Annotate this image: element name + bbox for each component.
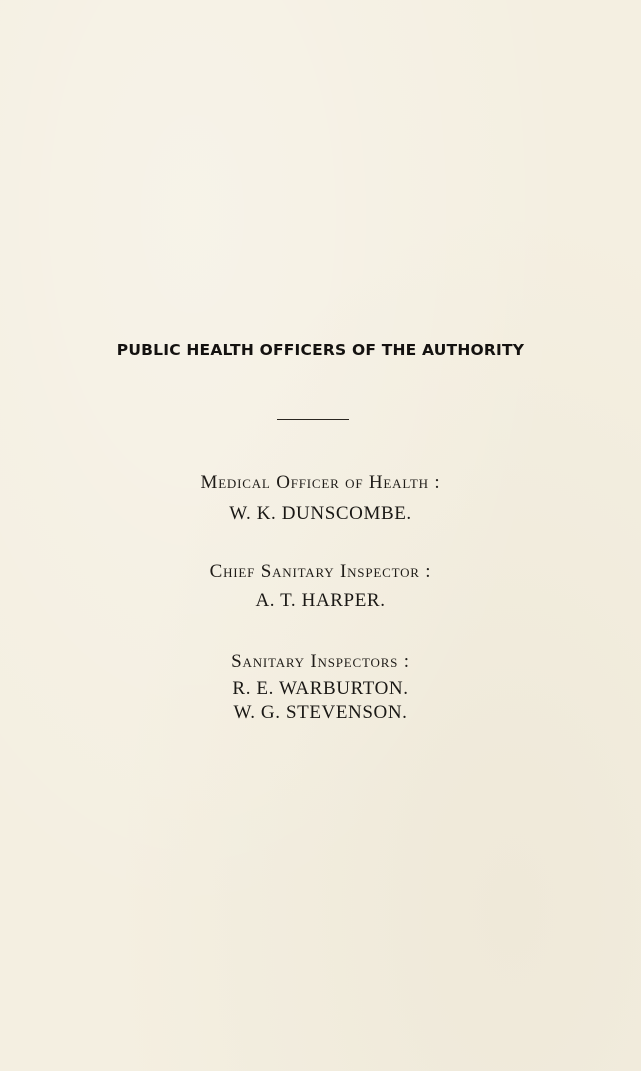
role-medical-officer: Medical Officer of Health : [200, 472, 441, 493]
name-sanitary-inspector-2: W. G. STEVENSON. [233, 702, 408, 723]
page-heading: PUBLIC HEALTH OFFICERS OF THE AUTHORITY [116, 341, 525, 359]
heading-divider [277, 419, 349, 420]
name-medical-officer: W. K. DUNSCOMBE. [229, 503, 412, 524]
name-chief-sanitary-inspector: A. T. HARPER. [255, 590, 386, 611]
name-sanitary-inspector-1: R. E. WARBURTON. [232, 678, 409, 699]
role-sanitary-inspectors: Sanitary Inspectors : [231, 651, 410, 672]
role-chief-sanitary-inspector: Chief Sanitary Inspector : [209, 561, 432, 582]
